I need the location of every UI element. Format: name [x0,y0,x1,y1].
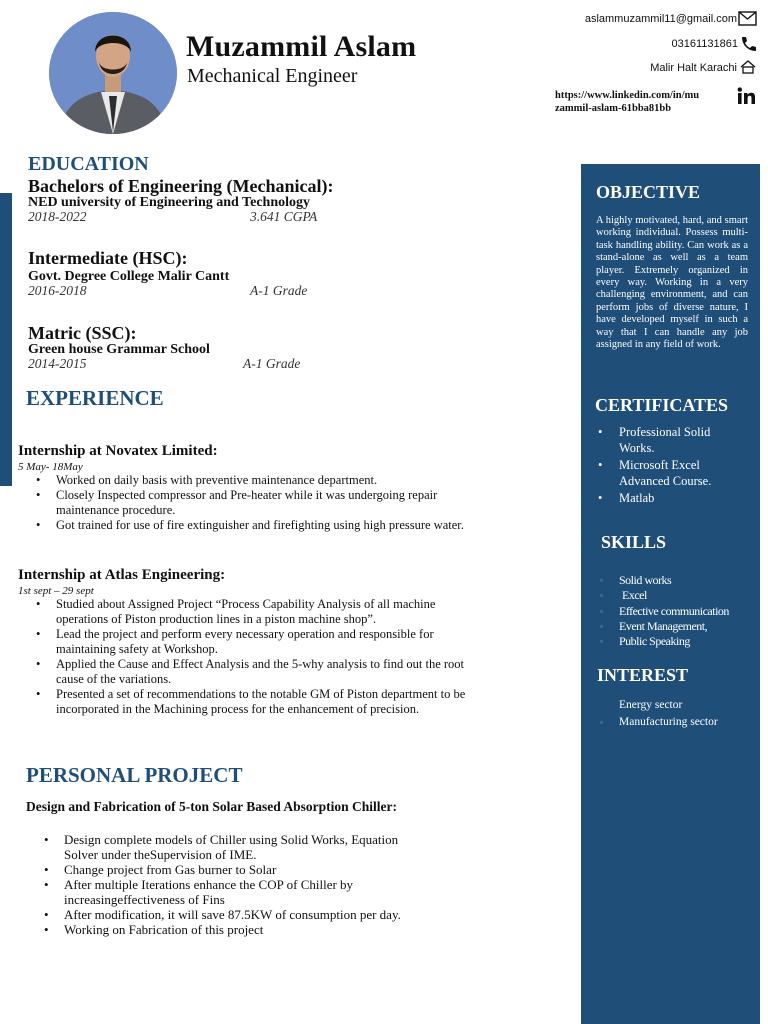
certificate-item: • Microsoft Excel Advanced Course. [598,457,712,489]
job-bullet: • Studied about Assigned Project “Process Capability Analysis of all machine operations of Piston production lines in a piston machine shop”. [18,597,468,627]
degree-title: Bachelors of Engineering (Mechanical): [28,176,334,196]
objective-text: A highly motivated, hard, and smart working individual. Possess multi-task handling ability. Can work as a stand-alone as well as a team player. Extremely organized in every way. Working in a very challenging environment, and can perform jobs of diverse nature, I have developed myself in such a way that I can handle any job assigned in any field of work. [596,215,748,351]
person-role: Mechanical Engineer [187,65,358,87]
project-bullets [26,832,426,937]
job-dates: 5 May- 18May [18,461,83,473]
objective-heading: OBJECTIVE [596,182,701,202]
project-bullet: • Working on Fabrication of this project [26,922,426,937]
certificates-heading: CERTIFICATES [595,395,729,415]
job-title: Internship at Novatex Limited: [18,443,218,459]
job-bullet: • Closely Inspected compressor and Pre-heater while it was undergoing repair maintenance procedure. [18,488,468,518]
skill-item: ▫ Public Speaking [600,634,690,649]
degree-title: Matric (SSC): [28,323,137,343]
skill-item: ▫ Excel [600,588,647,603]
institution-name: NED university of Engineering and Technology [28,195,310,210]
project-title: Design and Fabrication of 5-ton Solar Based Absorption Chiller: [26,799,398,814]
person-name: Muzammil Aslam [186,30,417,63]
education-years: 2018-2022 [28,209,87,224]
certificate-item: • Professional Solid Works. [598,425,711,456]
institution-name: Govt. Degree College Malir Cantt [28,269,230,284]
certificate-item: • Matlab [598,490,655,505]
linkedin-icon[interactable] [737,87,756,105]
phone-text[interactable]: 03161131861 [671,38,738,50]
job-bullet: • Applied the Cause and Effect Analysis and the 5-why analysis to find out the root cause of the variations. [18,657,468,687]
institution-name: Green house Grammar School [28,342,210,357]
job-bullet: • Lead the project and perform every necessary operation and responsible for maintaining safety at Workshop. [18,627,468,657]
education-years: 2016-2018 [28,283,87,298]
email-text[interactable]: aslammuzammil11@gmail.com [584,13,737,25]
person-silhouette-icon [49,12,177,134]
linkedin-line-2[interactable]: zammil-aslam-61bba81bb [555,103,672,114]
education-item [28,176,568,225]
interest-item: Energy sector [619,699,683,711]
education-item [28,248,568,299]
certificates-list [596,424,746,506]
email-icon [738,11,757,26]
education-item [28,323,568,372]
left-accent-bar [0,193,12,486]
interest-list [596,697,756,731]
job-bullet: • Presented a set of recommendations to the notable GM of Piston department to be incorporated in the Machining process for the enhancement of precision. [18,687,468,717]
job-dates: 1st sept – 29 sept [18,585,94,597]
project-bullet: • After modification, it will save 87.5KW of consumption per day. [26,907,426,922]
address-text: Malir Halt Karachi [650,62,737,74]
job-bullet: • Got trained for use of fire extinguisher and firefighting using high pressure water. [18,518,468,533]
sidebar-panel [581,164,760,1024]
skill-item: ▫ Effective communication [600,603,729,618]
job-bullet: • Worked on daily basis with preventive maintenance department. [18,473,468,488]
skills-heading: SKILLS [601,532,667,552]
education-grade: A-1 Grade [250,283,308,298]
project-heading: PERSONAL PROJECT [26,763,243,787]
linkedin-line-1[interactable]: https://www.linkedin.com/in/mu [555,90,700,101]
experience-job [18,443,468,533]
education-heading: EDUCATION [28,153,149,175]
project-bullet: • After multiple Iterations enhance the COP of Chiller by increasingeffectiveness of Fins [26,877,426,907]
house-icon [739,60,757,74]
experience-job [18,567,468,717]
project-bullet: • Design complete models of Chiller using Solid Works, Equation Solver under theSupervision of IME. [26,832,426,862]
skill-item: ▫ Event Management, [600,618,708,633]
project-bullet: • Change project from Gas burner to Solar [26,862,426,877]
degree-title: Intermediate (HSC): [28,248,188,268]
profile-photo [49,12,177,134]
phone-icon [739,36,757,52]
experience-heading: EXPERIENCE [26,386,164,410]
interest-heading: INTEREST [597,665,689,685]
skills-list [596,573,756,649]
skill-item: ▫ Solid works [600,573,672,587]
interest-item: ▫ Manufacturing sector [600,716,718,728]
education-grade: 3.641 CGPA [250,209,318,224]
linkedin-link[interactable] [555,89,699,115]
education-grade: A-1 Grade [243,356,301,371]
job-title: Internship at Atlas Engineering: [18,567,226,583]
education-years: 2014-2015 [28,356,87,371]
